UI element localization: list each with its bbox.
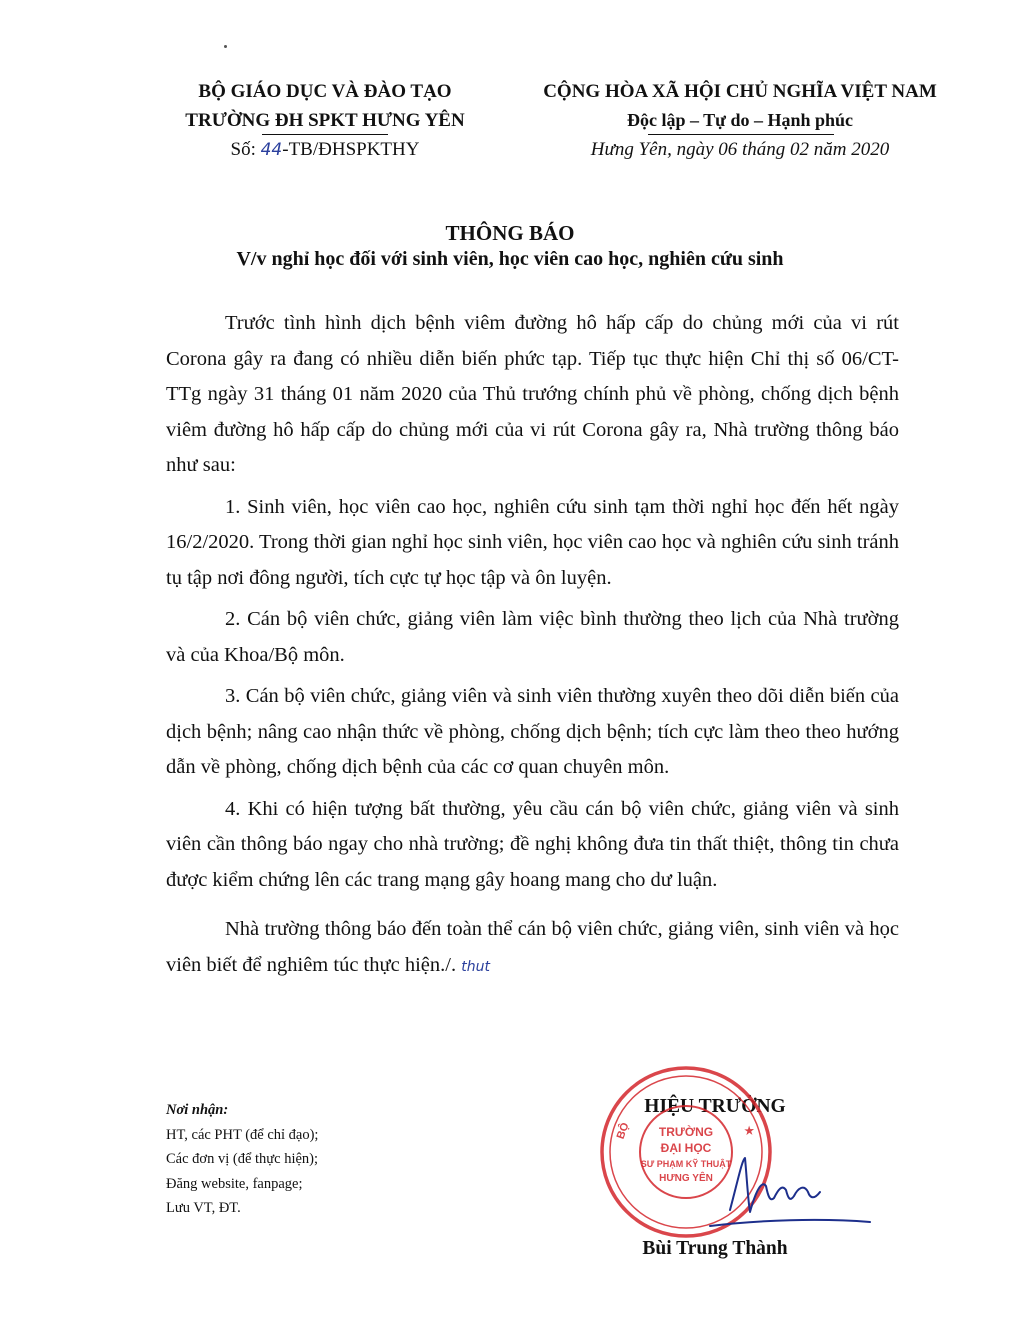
- closing-paragraph: [166, 912, 899, 985]
- header-right: [505, 77, 975, 164]
- place-and-date: Hưng Yên, ngày 06 tháng 02 năm 2020: [590, 139, 890, 160]
- item-3-paragraph: 3. Cán bộ viên chức, giảng viên và sinh viên thường xuyên theo dõi diễn biến của dịch bệnh; nâng cao nhận thức về phòng, chống dịch bệnh; tích cực làm theo theo hướng dẫn về phòng, chống dịch bệnh của các cơ quan chuyên môn.: [166, 685, 899, 778]
- header-left: [150, 77, 500, 165]
- handwritten-initials: thut: [461, 958, 490, 975]
- signer-name: Bùi Trung Thành: [642, 1238, 788, 1259]
- document-number-handwritten: 44: [260, 140, 283, 160]
- signer-title: HIỆU TRƯỞNG: [644, 1096, 786, 1117]
- document-number: [150, 135, 500, 165]
- document-number-suffix: -TB/ĐHSPKTHY: [282, 139, 420, 160]
- stamp-text-3: SƯ PHẠM KỸ THUẬT: [640, 1159, 732, 1169]
- document-title: THÔNG BÁO: [445, 221, 575, 245]
- handwritten-signature-icon: [690, 1140, 880, 1250]
- svg-text:BỘ: BỘ: [614, 1121, 632, 1141]
- item-4-paragraph: 4. Khi có hiện tượng bất thường, yêu cầu cán bộ viên chức, giảng viên và sinh viên cần thông báo ngay cho nhà trường; đề nghị không đưa tin thất thiệt, thông tin chưa được kiểm chứng lên các trang mạng gây hoang mang cho dư luận.: [166, 797, 899, 891]
- recipient-item: Các đơn vị (để thực hiện);: [166, 1151, 319, 1167]
- stamp-text-2: ĐẠI HỌC: [660, 1141, 712, 1155]
- stamp-text-4: HƯNG YÊN: [659, 1173, 713, 1184]
- intro-paragraph: Trước tình hình dịch bệnh viêm đường hô hấp cấp do chủng mới của vi rút Corona gây ra đang có nhiều diễn biến phức tạp. Tiếp tục thực hiện Chỉ thị số 06/CT-TTg ngày 31 tháng 01 năm 2020 của Thủ trướng chính phủ về phòng, chống dịch bệnh viêm đường hô hấp cấp do chủng mới của vi rút Corona gây ra, Nhà trường thông báo như sau:: [166, 312, 899, 476]
- scan-speck: [224, 45, 227, 48]
- recipient-item: Lưu VT, ĐT.: [166, 1200, 241, 1216]
- svg-text:★: ★: [741, 1124, 757, 1138]
- document-subject: V/v nghỉ học đối với sinh viên, học viên cao học, nghiên cứu sinh: [236, 248, 784, 270]
- recipients-label: Nơi nhận:: [166, 1102, 229, 1118]
- header-left-underline: [262, 134, 388, 135]
- ministry-name: BỘ GIÁO DỤC VÀ ĐÀO TẠO: [198, 81, 452, 102]
- item-2-paragraph: 2. Cán bộ viên chức, giảng viên làm việc bình thường theo lịch của Nhà trường và của Khoa/Bộ môn.: [166, 608, 899, 666]
- item-1-paragraph: 1. Sinh viên, học viên cao học, nghiên cứu sinh tạm thời nghỉ học đến hết ngày 16/2/2020. Trong thời gian nghỉ học sinh viên, học viên cao học và nghiên cứu sinh tránh tụ tập nơi đông người, tích cực tự học tập và ôn luyện.: [166, 495, 899, 589]
- document-number-prefix: Số:: [230, 139, 261, 160]
- university-name: TRƯỜNG ĐH SPKT HƯNG YÊN: [185, 110, 465, 131]
- header-right-underline: [648, 134, 834, 135]
- national-motto: Độc lập – Tự do – Hạnh phúc: [626, 110, 854, 130]
- recipients-block: [166, 1098, 486, 1221]
- document-body: [166, 306, 899, 985]
- recipient-item: HT, các PHT (để chỉ đạo);: [166, 1126, 319, 1143]
- recipient-item: Đăng website, fanpage;: [166, 1175, 303, 1192]
- stamp-text-1: TRƯỜNG: [658, 1125, 714, 1139]
- country-name: CỘNG HÒA XÃ HỘI CHỦ NGHĨA VIỆT NAM: [543, 81, 937, 102]
- closing-text: Nhà trường thông báo đến toàn thể cán bộ viên chức, giảng viên, sinh viên và học viên biết để nghiêm túc thực hiện./.: [166, 918, 899, 976]
